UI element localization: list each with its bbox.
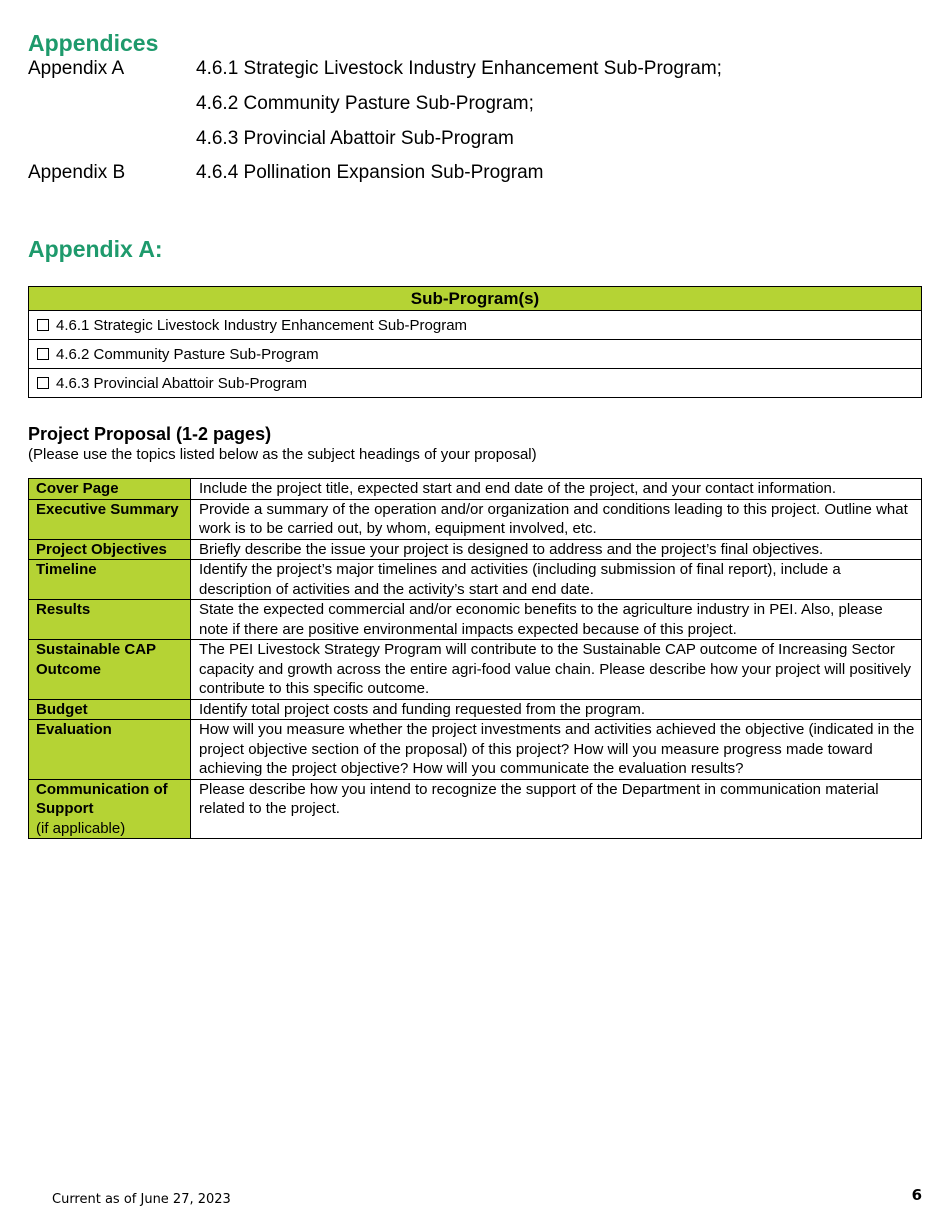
proposal-subtitle: (Please use the topics listed below as the subject headings of your proposal): [28, 446, 537, 463]
topic-description: The PEI Livestock Strategy Program will contribute to the Sustainable CAP outcome of Increasing Sector capacity and growth across the entire agri-food value chain. Please describe how your project will positively contribute to this specific outcome.: [191, 640, 922, 700]
subprogram-option[interactable]: [29, 340, 922, 369]
topic-name: Cover Page: [29, 479, 191, 500]
page-number: 6: [911, 1186, 922, 1204]
topic-description: Identify the project’s major timelines and activities (including submission of final report), include a description of activities and the activity’s start and end date.: [191, 560, 922, 600]
footer-date: Current as of June 27, 2023: [52, 1192, 231, 1207]
subprogram-option[interactable]: [29, 311, 922, 340]
topic-description: Provide a summary of the operation and/or organization and conditions leading to this project. Outline what work is to be carried out, by whom, equipment involved, etc.: [191, 499, 922, 539]
topic-description: Include the project title, expected start and end date of the project, and your contact information.: [191, 479, 922, 500]
subprogram-label: 4.6.2 Community Pasture Sub-Program: [56, 345, 319, 363]
proposal-topics-table: [28, 478, 922, 839]
topic-name: Sustainable CAP Outcome: [29, 640, 191, 700]
checkbox[interactable]: [37, 348, 49, 360]
checkbox[interactable]: [37, 319, 49, 331]
appendix-a-heading: Appendix A:: [28, 236, 163, 262]
topic-name: Project Objectives: [29, 539, 191, 560]
topic-cell: [29, 779, 191, 839]
subprogram-row: [29, 369, 922, 398]
topic-row: [29, 499, 922, 539]
topic-row: [29, 699, 922, 720]
appendix-item: 4.6.2 Community Pasture Sub-Program;: [196, 93, 534, 114]
subprogram-table: [28, 286, 922, 398]
topic-row: [29, 720, 922, 780]
subprogram-header: Sub-Program(s): [29, 287, 922, 311]
topic-row: [29, 779, 922, 839]
topic-name: Communication of Support: [36, 780, 168, 817]
subprogram-label: 4.6.3 Provincial Abattoir Sub-Program: [56, 374, 307, 392]
appendix-label: Appendix A: [28, 58, 125, 79]
topic-name: Budget: [29, 699, 191, 720]
topic-name: Evaluation: [29, 720, 191, 780]
topic-row: [29, 479, 922, 500]
topic-name: Results: [29, 600, 191, 640]
subprogram-label: 4.6.1 Strategic Livestock Industry Enhancement Sub-Program: [56, 316, 468, 334]
topic-description: Identify total project costs and funding requested from the program.: [191, 699, 922, 720]
topic-row: [29, 640, 922, 700]
topic-note: (if applicable): [36, 819, 126, 837]
appendix-item: 4.6.4 Pollination Expansion Sub-Program: [196, 162, 544, 183]
topic-description: Briefly describe the issue your project is designed to address and the project’s final objectives.: [191, 539, 922, 560]
topic-row: [29, 560, 922, 600]
appendix-label: Appendix B: [28, 162, 126, 183]
topic-description: Please describe how you intend to recognize the support of the Department in communication material related to the project.: [191, 779, 922, 839]
topic-name: Executive Summary: [29, 499, 191, 539]
topic-name: Timeline: [29, 560, 191, 600]
subprogram-option[interactable]: [29, 369, 922, 398]
appendices-heading: Appendices: [28, 30, 159, 56]
appendix-item: 4.6.1 Strategic Livestock Industry Enhancement Sub-Program;: [196, 58, 722, 79]
subprogram-row: [29, 311, 922, 340]
proposal-title: Project Proposal (1-2 pages): [28, 424, 272, 444]
topic-description: State the expected commercial and/or economic benefits to the agriculture industry in PEI. Also, please note if there are positive environmental impacts expected because of this project.: [191, 600, 922, 640]
subprogram-row: [29, 340, 922, 369]
topic-row: [29, 539, 922, 560]
subprogram-header-row: [29, 287, 922, 311]
appendix-item: 4.6.3 Provincial Abattoir Sub-Program: [196, 128, 514, 149]
checkbox[interactable]: [37, 377, 49, 389]
topic-description: How will you measure whether the project investments and activities achieved the objective (indicated in the project objective section of the proposal) of this project? How will you measure progress made toward achieving the project objective? How will you communicate the evaluation results?: [191, 720, 922, 780]
topic-row: [29, 600, 922, 640]
